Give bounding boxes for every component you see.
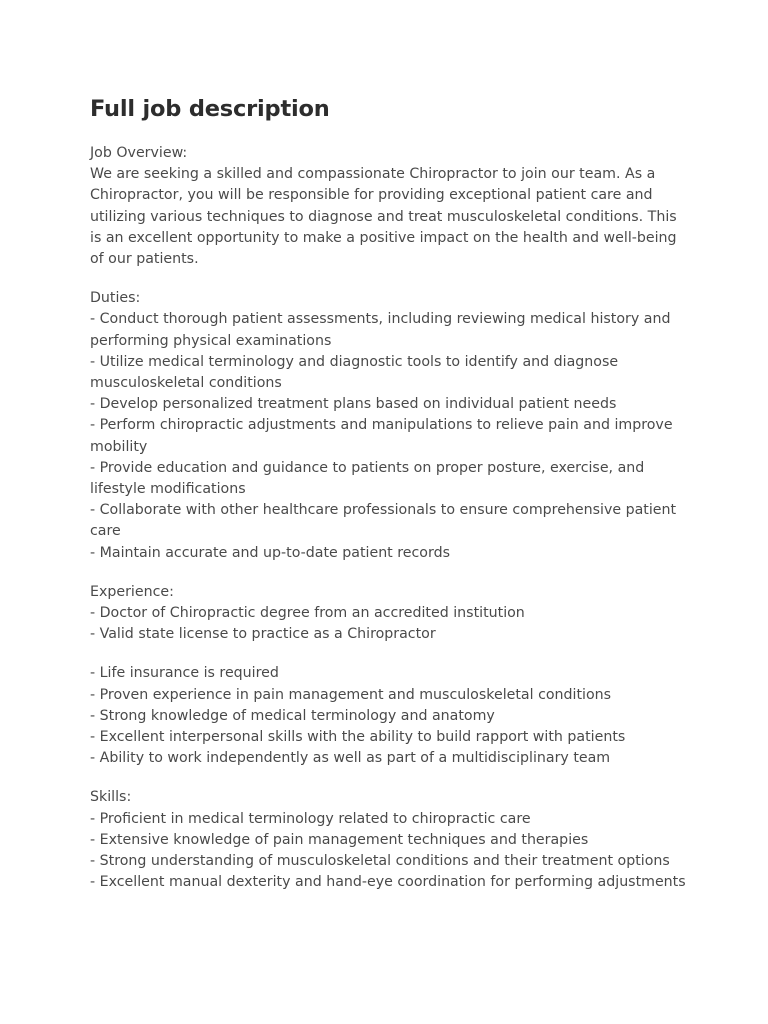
- list-item: - Utilize medical terminology and diagnostic tools to identify and diagnose musculoskeletal conditions: [90, 353, 619, 392]
- list-item: - Develop personalized treatment plans based on individual patient needs: [90, 396, 617, 413]
- list-item: - Perform chiropractic adjustments and manipulations to relieve pain and improve mobility: [90, 417, 673, 455]
- duties-heading: Duties:: [90, 290, 141, 307]
- list-item: - Extensive knowledge of pain management techniques and therapies: [90, 831, 589, 848]
- list-item: - Excellent manual dexterity and hand-eye coordination for performing adjustments: [90, 874, 686, 891]
- overview-heading: Job Overview:: [90, 145, 188, 161]
- page-title: Full job description: [90, 96, 330, 122]
- list-item: - Proven experience in pain management and musculoskeletal conditions: [90, 686, 612, 703]
- list-item: - Strong knowledge of medical terminology and anatomy: [90, 707, 495, 724]
- list-item: - Proficient in medical terminology related to chiropractic care: [90, 810, 531, 827]
- skills-section: [90, 787, 690, 893]
- skills-heading: Skills:: [90, 789, 132, 806]
- list-item: - Collaborate with other healthcare professionals to ensure comprehensive patient care: [90, 502, 677, 540]
- list-item: - Conduct thorough patient assessments, including reviewing medical history and performing physical examinations: [90, 311, 671, 349]
- experience-heading: Experience:: [90, 583, 174, 600]
- list-item: - Excellent interpersonal skills with the ability to build rapport with patients: [90, 729, 626, 746]
- list-item: - Strong understanding of musculoskeletal conditions and their treatment options: [90, 853, 670, 870]
- list-item: - Ability to work independently as well as part of a multidisciplinary team: [90, 750, 611, 767]
- requirements-section: [90, 663, 690, 769]
- overview-text: We are seeking a skilled and compassionate Chiropractor to join our team. As a Chiropractor, you will be responsible for providing exceptional patient care and utilizing various techniques to diagnose and treat musculoskeletal conditions. This is an excellent opportunity to make a positive impact on the health and well-being of our patients.: [90, 166, 677, 268]
- job-description: [90, 94, 690, 912]
- list-item: - Doctor of Chiropractic degree from an accredited institution: [90, 605, 525, 622]
- list-item: - Valid state license to practice as a Chiropractor: [90, 626, 436, 643]
- list-item: - Provide education and guidance to patients on proper posture, exercise, and lifestyle modifications: [90, 459, 645, 498]
- overview-section: [90, 143, 690, 270]
- experience-section: [90, 582, 690, 646]
- duties-section: [90, 288, 690, 564]
- list-item: - Maintain accurate and up-to-date patient records: [90, 544, 450, 561]
- list-item: - Life insurance is required: [90, 665, 279, 682]
